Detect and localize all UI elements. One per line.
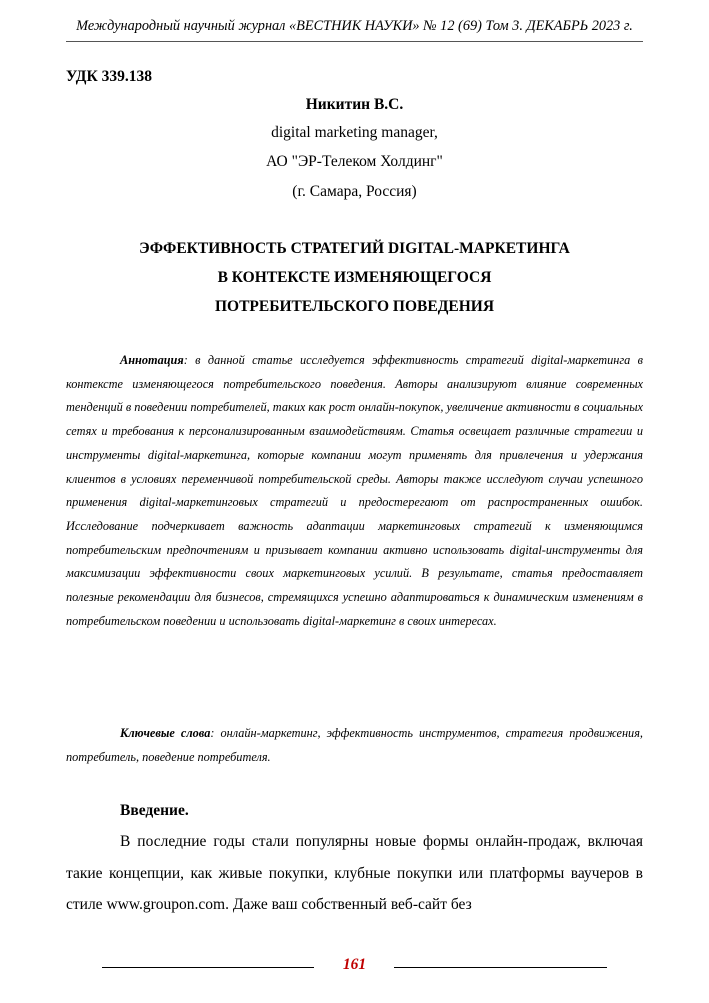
udk-code: УДК 339.138 [66,68,152,85]
header-divider [66,41,643,42]
article-title-line-3: ПОТРЕБИТЕЛЬСКОГО ПОВЕДЕНИЯ [214,298,495,315]
journal-header: Международный научный журнал «ВЕСТНИК НАУКИ» № 12 (69) Том 3. ДЕКАБРЬ 2023 г. [76,18,633,34]
footer-rule-right [394,967,607,968]
introduction-heading: Введение. [120,802,189,819]
author-position: digital marketing manager, [271,124,438,141]
article-title-line-2: В КОНТЕКСТЕ ИЗМЕНЯЮЩЕГОСЯ [217,269,492,286]
footer-rule-left [102,967,314,968]
abstract-label: Аннотация [120,353,184,367]
introduction-paragraph: В последние годы стали популярны новые формы онлайн-продаж, включая такие концепции, как живые покупки, клубные покупки или платформы ваучеров в стиле www.groupon.com. Даже ваш собственный веб-сайт без [66,833,643,913]
abstract [66,349,643,633]
author-location: (г. Самара, Россия) [292,183,417,200]
keywords [66,722,643,769]
keywords-text: : онлайн-маркетинг, эффективность инструментов, стратегия продвижения, потребитель, поведение потребителя. [66,726,643,764]
page-number: 161 [342,956,367,973]
author-organization: АО "ЭР-Телеком Холдинг" [266,153,443,170]
abstract-text: : в данной статье исследуется эффективность стратегий digital-маркетинга в контексте изменяющегося потребительского поведения. Авторы анализируют влияние современных тенденций в поведении потребителей, таких как рост онлайн-покупок, увеличение активности в социальных сетях и требования к персонализированным взаимодействиям. Статья освещает различные стратегии и инструменты digital-маркетинга, которые компании могут применять для привлечения и удержания клиентов в условиях переменчивой потребительской среды. Авторы также исследуют случаи успешного применения digital-маркетинговых стратегий и предостерегают от распространенных ошибок. Исследование подчеркивает важность адаптации маркетинговых стратегий к изменяющимся потребительским предпочтениям и призывает компании активно использовать digital-инструменты для максимизации эффективности своих маркетинговых усилий. В результате, статья предоставляет полезные рекомендации для бизнесов, стремящихся успешно адаптироваться к динамическим изменениям в потребительском поведении и использовать digital-маркетинг в своих интересах. [66,353,643,628]
keywords-label: Ключевые слова [120,726,211,740]
article-title-line-1: ЭФФЕКТИВНОСТЬ СТРАТЕГИЙ DIGITAL-МАРКЕТИНГА [139,240,570,257]
author-name: Никитин В.С. [305,96,404,113]
